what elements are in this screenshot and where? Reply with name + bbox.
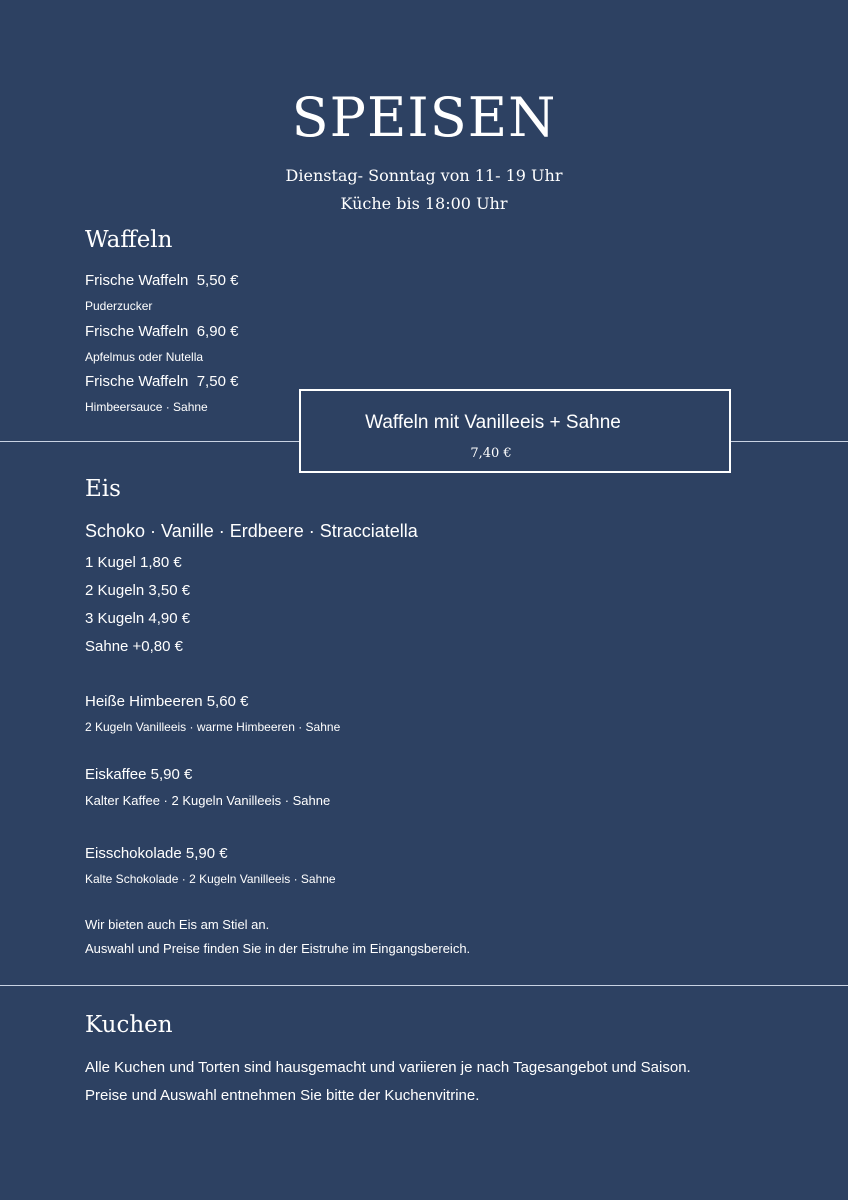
item-name: Frische Waffeln (85, 323, 189, 340)
menu-item-waffel-2 (85, 323, 238, 340)
special-name-himbeeren: Heiße Himbeeren 5,60 € (85, 693, 249, 710)
item-price: 5,50 € (196, 272, 239, 289)
kuchen-text-1: Alle Kuchen und Torten sind hausgemacht und variieren je nach Tagesangebot und Saison. (85, 1059, 691, 1076)
section-heading-kuchen: Kuchen (85, 1012, 173, 1038)
section-heading-eis: Eis (85, 476, 121, 502)
divider (0, 985, 848, 986)
divider-left (0, 441, 299, 442)
special-offer-box (299, 389, 731, 473)
special-offer-name: Waffeln mit Vanilleeis + Sahne (365, 412, 621, 433)
page-title: SPEISEN (291, 86, 557, 149)
ice-cream-flavors: Schoko · Vanille · Erdbeere · Stracciatella (85, 521, 418, 541)
opening-hours: Dienstag- Sonntag von 11- 19 Uhr (285, 166, 563, 185)
special-desc-eiskaffee: Kalter Kaffee · 2 Kugeln Vanilleeis · Sahne (85, 793, 331, 808)
special-offer-price: 7,40 € (470, 446, 512, 461)
item-price: 7,50 € (196, 373, 239, 390)
item-price: 6,90 € (196, 323, 239, 340)
kuchen-text-2: Preise und Auswahl entnehmen Sie bitte der Kuchenvitrine. (85, 1087, 480, 1104)
menu-item-waffel-1 (85, 272, 238, 289)
ice-price-3: 3 Kugeln 4,90 € (85, 610, 191, 627)
ice-price-cream: Sahne +0,80 € (85, 638, 184, 655)
menu-item-waffel-3 (85, 373, 238, 390)
item-description: Himbeersauce · Sahne (85, 400, 208, 414)
special-desc-himbeeren: 2 Kugeln Vanilleeis · warme Himbeeren · Sahne (85, 720, 341, 734)
divider-right (731, 441, 848, 442)
item-name: Frische Waffeln (85, 272, 189, 289)
special-desc-eisschokolade: Kalte Schokolade · 2 Kugeln Vanilleeis · Sahne (85, 872, 336, 886)
ice-price-1: 1 Kugel 1,80 € (85, 554, 182, 571)
item-name: Frische Waffeln (85, 373, 189, 390)
section-heading-waffeln: Waffeln (85, 227, 173, 253)
special-name-eiskaffee: Eiskaffee 5,90 € (85, 766, 193, 783)
special-name-eisschokolade: Eisschokolade 5,90 € (85, 845, 228, 862)
note-popsicle: Wir bieten auch Eis am Stiel an. (85, 917, 270, 932)
item-description: Apfelmus oder Nutella (85, 350, 204, 364)
note-freezer: Auswahl und Preise finden Sie in der Eistruhe im Eingangsbereich. (85, 941, 471, 956)
ice-price-2: 2 Kugeln 3,50 € (85, 582, 191, 599)
item-description: Puderzucker (85, 299, 153, 313)
kitchen-hours: Küche bis 18:00 Uhr (340, 194, 508, 213)
